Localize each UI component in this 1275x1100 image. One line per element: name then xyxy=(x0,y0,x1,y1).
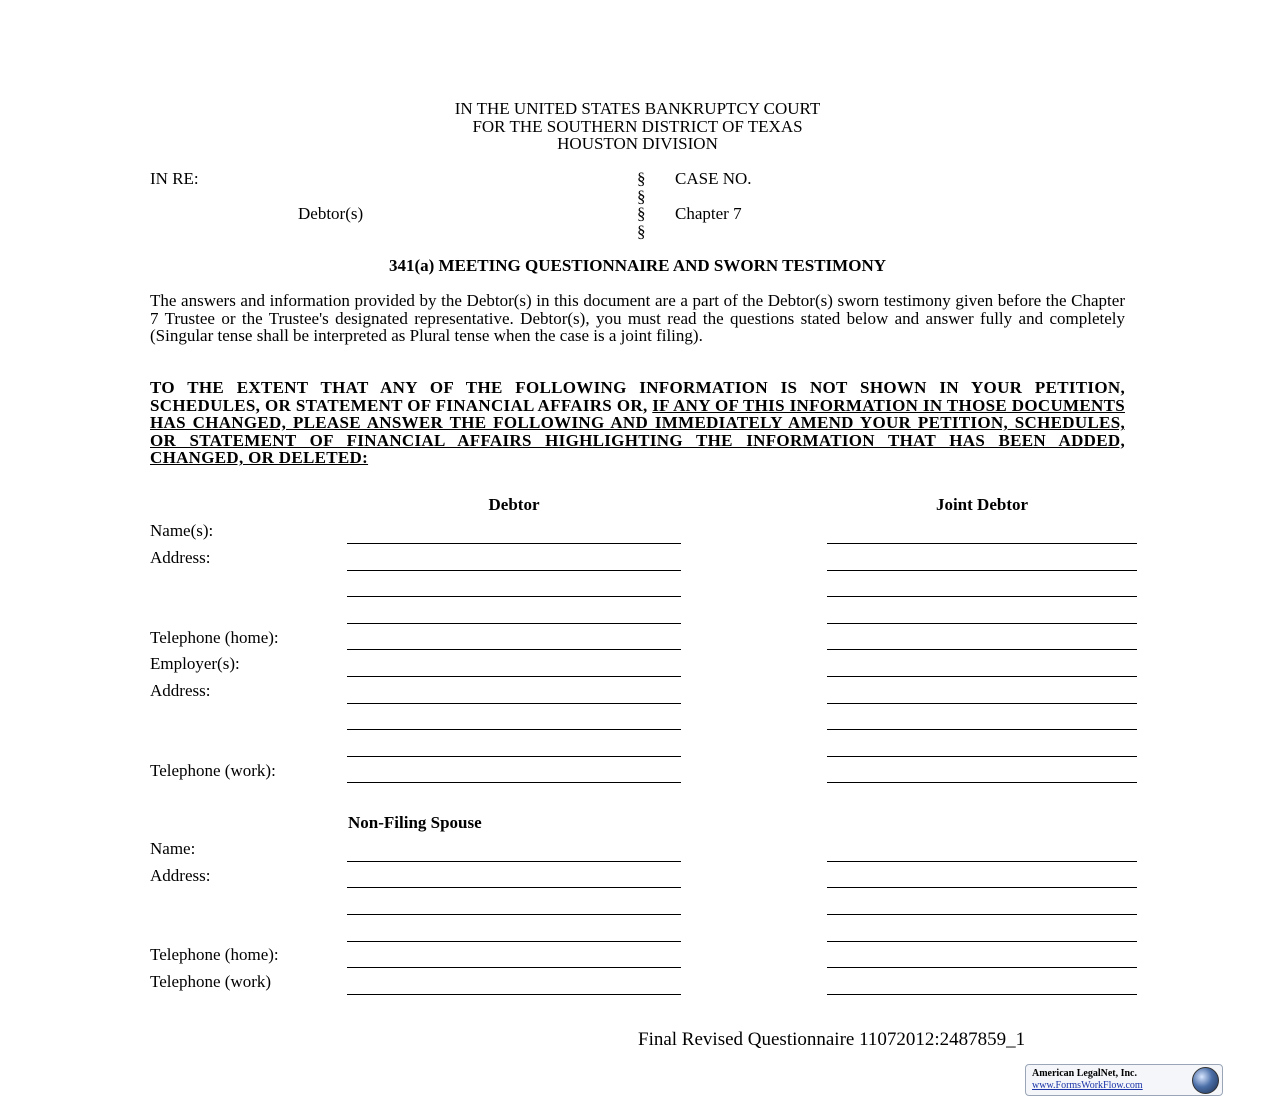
spouse-telephone-home-label: Telephone (home): xyxy=(150,945,279,964)
spouse-address-line[interactable] xyxy=(347,887,681,888)
telephone-home-label: Telephone (home): xyxy=(150,628,279,647)
debtor-address-line[interactable] xyxy=(347,570,681,571)
court-district: FOR THE SOUTHERN DISTRICT OF TEXAS xyxy=(472,117,803,136)
warning-underlined-text: IF ANY OF THIS INFORMATION IN THOSE DOCUMENTS HAS CHANGED, PLEASE ANSWER THE FOLLOWING AND IMMEDIATELY AMEND YOUR PETITION, SCHEDULES, OR STATEMENT OF FINANCIAL AFFAIRS HIGHLIGHTING THE INFORMATION THAT HAS BEEN ADDED, CHANGED, OR DELETED: xyxy=(150,395,1125,467)
intro-paragraph: The answers and information provided by the Debtor(s) in this document are a part of the Debtor(s) sworn testimony given before the Chapter 7 Trustee or the Trustee's designated representative. Debtor(s), you must read the questions stated below and answer fully and completely (Singular tense shall be interpreted as Plural tense when the case is a joint filing). xyxy=(150,291,1125,345)
debtor-names-line[interactable] xyxy=(347,543,681,544)
spouse-address-line[interactable] xyxy=(347,914,681,915)
debtor-telephone-home-line[interactable] xyxy=(347,649,681,650)
section-symbol: § xyxy=(637,187,646,206)
joint-debtor-address-line[interactable] xyxy=(827,596,1137,597)
telephone-work-label: Telephone (work): xyxy=(150,761,276,780)
debtor-employer-address-line[interactable] xyxy=(347,703,681,704)
joint-debtor-employer-address-line[interactable] xyxy=(827,756,1137,757)
non-filing-spouse-heading: Non-Filing Spouse xyxy=(348,813,482,832)
court-name: IN THE UNITED STATES BANKRUPTCY COURT xyxy=(454,99,821,118)
joint-debtor-column-header: Joint Debtor xyxy=(935,495,1029,514)
spouse-telephone-work-label: Telephone (work) xyxy=(150,972,272,991)
debtor-employers-line[interactable] xyxy=(347,676,681,677)
spouse-address-line-right[interactable] xyxy=(827,914,1137,915)
document-title: 341(a) MEETING QUESTIONNAIRE AND SWORN TESTIMONY xyxy=(388,256,886,275)
debtors-label: Debtor(s) xyxy=(298,204,364,223)
logo-url-link[interactable]: www.FormsWorkFlow.com xyxy=(1032,1080,1143,1091)
spouse-address-line-right[interactable] xyxy=(827,941,1137,942)
section-symbol: § xyxy=(637,204,646,223)
globe-icon xyxy=(1192,1067,1219,1094)
spouse-telephone-home-line-right[interactable] xyxy=(827,967,1137,968)
warning-text: TO THE EXTENT THAT ANY OF THE FOLLOWING INFORMATION IS NOT SHOWN IN YOUR PETITION, SCHEDULES, OR STATEMENT OF FINANCIAL AFFAIRS OR, xyxy=(150,378,1125,415)
spouse-address-label: Address: xyxy=(150,866,211,885)
employers-label: Employer(s): xyxy=(150,654,240,673)
debtor-telephone-work-line[interactable] xyxy=(347,782,681,783)
in-re-label: IN RE: xyxy=(150,169,199,188)
section-symbol: § xyxy=(637,222,646,241)
spouse-name-line-right[interactable] xyxy=(827,861,1137,862)
debtor-address-line[interactable] xyxy=(347,596,681,597)
case-number-label: CASE NO. xyxy=(675,169,752,188)
logo-company-name: American LegalNet, Inc. xyxy=(1032,1068,1137,1079)
section-symbol: § xyxy=(637,169,646,188)
joint-debtor-address-line[interactable] xyxy=(827,623,1137,624)
footer-reference: Final Revised Questionnaire 11072012:2487859_1 xyxy=(638,1029,1026,1050)
joint-debtor-employer-address-line[interactable] xyxy=(827,729,1137,730)
debtor-address-line[interactable] xyxy=(347,623,681,624)
joint-debtor-names-line[interactable] xyxy=(827,543,1137,544)
debtor-employer-address-line[interactable] xyxy=(347,729,681,730)
spouse-telephone-work-line-right[interactable] xyxy=(827,994,1137,995)
spouse-name-label: Name: xyxy=(150,839,196,858)
court-division: HOUSTON DIVISION xyxy=(557,134,718,153)
spouse-telephone-home-line[interactable] xyxy=(347,967,681,968)
employer-address-label: Address: xyxy=(150,681,211,700)
joint-debtor-telephone-work-line[interactable] xyxy=(827,782,1137,783)
address-label: Address: xyxy=(150,548,211,567)
debtor-column-header: Debtor xyxy=(488,495,540,514)
joint-debtor-address-line[interactable] xyxy=(827,570,1137,571)
names-label: Name(s): xyxy=(150,521,214,540)
spouse-address-line[interactable] xyxy=(347,941,681,942)
spouse-address-line-right[interactable] xyxy=(827,887,1137,888)
amendment-warning xyxy=(150,379,1125,467)
debtor-employer-address-line[interactable] xyxy=(347,756,681,757)
chapter-label: Chapter 7 xyxy=(675,204,742,223)
spouse-name-line[interactable] xyxy=(347,861,681,862)
spouse-telephone-work-line[interactable] xyxy=(347,994,681,995)
joint-debtor-telephone-home-line[interactable] xyxy=(827,649,1137,650)
joint-debtor-employers-line[interactable] xyxy=(827,676,1137,677)
american-legalnet-logo[interactable] xyxy=(1025,1064,1223,1096)
joint-debtor-employer-address-line[interactable] xyxy=(827,703,1137,704)
